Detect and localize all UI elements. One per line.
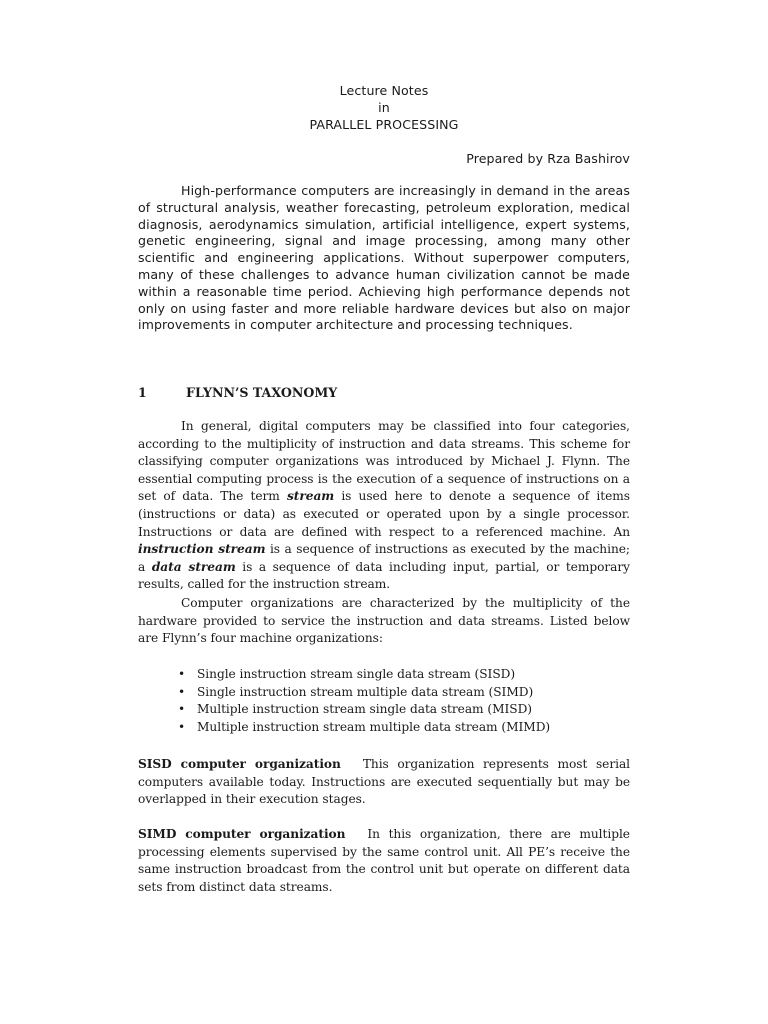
term-instruction-stream: instruction stream (138, 542, 266, 557)
title-parallel-processing: PARALLEL PROCESSING (309, 117, 459, 132)
section-title: FLYNN’S TAXONOMY (186, 385, 338, 400)
author-line: Prepared by Rza Bashirov (466, 151, 630, 166)
sisd-paragraph (138, 756, 630, 809)
section-heading-flynn (138, 384, 337, 401)
organization-list (178, 666, 550, 736)
para1-part1: In general, digital computers may be classified into four categories, according to the multiplicity of instruction and data streams. This scheme for classifying computer organizations was introduced by Michael J. Flynn. The essential computing process is the execution of a sequence of instructions on a set of data. The term (138, 419, 630, 504)
intro-paragraph: High-performance computers are increasingly in demand in the areas of structural analysis, weather forecasting, petroleum exploration, medical diagnosis, aerodynamics simulation, artificial intelligence, expert systems, genetic engineering, signal and image processing, among many other scientific and engineering applications. Without superpower computers, many of these challenges to advance human civilization cannot be made within a reasonable time period. Achieving high performance depends not only on using faster and more reliable hardware devices but also on major improvements in computer architecture and processing techniques. (138, 183, 630, 333)
simd-paragraph (138, 826, 630, 896)
flynn-paragraph-1 (138, 418, 630, 594)
section-number: 1 (138, 385, 147, 400)
para1-part3: is a sequence of instructions as executed by the machine; a (138, 542, 630, 574)
title-in: in (378, 100, 390, 115)
simd-heading: SIMD computer organization (138, 827, 346, 841)
flynn-paragraph-2: Computer organizations are characterized by the multiplicity of the hardware provided to service the instruction and data streams. Listed below are Flynn’s four machine organizations: (138, 596, 630, 646)
term-stream: stream (286, 489, 335, 504)
sisd-text: This organization represents most serial computers available today. Instructions are executed sequentially but may be overlapped in their execution stages. (138, 757, 631, 807)
list-item-mimd: • Multiple instruction stream multiple data stream (MIMD) (178, 719, 550, 737)
sisd-heading: SISD computer organization (138, 757, 341, 771)
list-item-sisd: • Single instruction stream single data stream (SISD) (178, 666, 550, 684)
list-item-misd: • Multiple instruction stream single data stream (MISD) (178, 701, 550, 719)
title-lecture-notes: Lecture Notes (339, 83, 429, 98)
para1-part4: is a sequence of data including input, partial, or temporary results, called for the instruction stream. (138, 559, 630, 592)
list-item-simd: • Single instruction stream multiple data stream (SIMD) (178, 684, 550, 702)
term-data-stream: data stream (151, 559, 236, 574)
simd-text: In this organization, there are multiple processing elements supervised by the same control unit. All PE’s receive the same instruction broadcast from the control unit but operate on different data sets from distinct data streams. (138, 827, 630, 894)
para1-part2: is used here to denote a sequence of items (instructions or data) as executed or operated upon by a single processor. Instructions or data are defined with respect to a referenced machine. An (138, 489, 630, 539)
